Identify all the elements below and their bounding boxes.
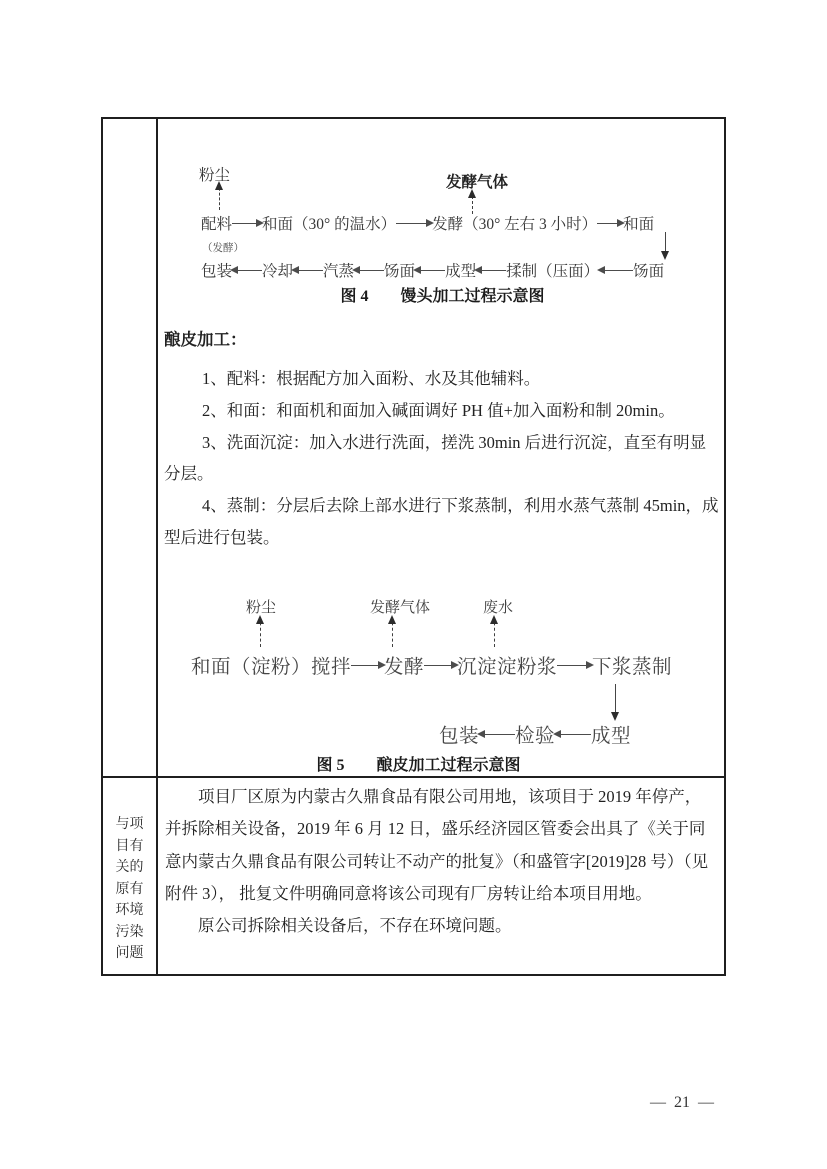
pollution-row-header <box>103 778 158 974</box>
arrow-left-icon <box>476 270 506 271</box>
flow-node: 成型 <box>445 263 477 280</box>
arrow-right-icon <box>396 223 432 224</box>
page-number: — 21 — <box>650 1094 714 1111</box>
arrow-left-icon <box>479 734 515 735</box>
down-arrow-icon <box>615 684 616 719</box>
niangpi-section <box>158 327 724 558</box>
flow-node: 配料 <box>201 216 233 233</box>
flow-node: 成型 <box>591 726 632 747</box>
header-line: 原有 <box>115 881 144 897</box>
figure5-caption <box>158 752 703 775</box>
header-line: 污染 <box>115 924 144 940</box>
ferment-note: （发酵） <box>202 243 244 254</box>
flow-node: 饧面 <box>384 263 416 280</box>
gas-emission-label: 发酵气体 <box>370 600 431 616</box>
dashed-up-arrow-icon <box>494 617 495 647</box>
figure4-return-flow-row <box>201 259 664 281</box>
flow-node: 检验 <box>515 726 556 747</box>
dust-emission-label: 粉尘 <box>199 167 231 184</box>
figure4-caption <box>158 283 724 306</box>
niangpi-step-line: 型后进行包装。 <box>164 527 280 547</box>
dashed-up-arrow-icon <box>260 617 261 647</box>
gas-emission-label: 发酵气体 <box>446 174 509 191</box>
flow-node: 冷却 <box>262 263 294 280</box>
figure5-return-flow-row <box>439 720 631 748</box>
arrow-left-icon <box>232 270 262 271</box>
arrow-left-icon <box>354 270 384 271</box>
dashed-up-arrow-icon <box>219 183 220 210</box>
flow-node: 汽蒸 <box>323 263 355 280</box>
header-line: 目有 <box>115 838 144 854</box>
header-line: 问题 <box>115 946 144 961</box>
paragraph-line: 附件 3）， 批复文件明确同意将该公司现有厂房转让给本项目用地。 <box>165 883 652 903</box>
figure4-main-flow-row <box>201 212 654 234</box>
flow-node: 下浆蒸制 <box>592 657 673 678</box>
niangpi-heading: 酿皮加工： <box>164 330 247 349</box>
wastewater-emission-label: 废水 <box>483 600 514 616</box>
arrow-right-icon <box>351 665 384 666</box>
figure-caption-title: 馒头加工过程示意图 <box>400 288 545 305</box>
figure5-diagram <box>158 596 724 778</box>
arrow-right-icon <box>232 223 262 224</box>
down-arrow-icon <box>665 232 666 258</box>
paragraph-line: 意内蒙古久鼎食品有限公司转让不动产的批复》（和盛管字[2019]28 号）（见 <box>165 851 709 871</box>
figure-caption-label: 图 5 <box>316 757 345 774</box>
header-line: 关的 <box>115 860 144 875</box>
flow-node: 饧面 <box>633 263 665 280</box>
flow-node: 发酵 <box>384 657 425 678</box>
header-line: 环境 <box>115 903 144 918</box>
arrow-left-icon <box>293 270 323 271</box>
niangpi-step-line: 分层。 <box>164 464 214 484</box>
figure-caption-title: 酿皮加工过程示意图 <box>376 757 521 774</box>
header-line: 与项 <box>115 817 144 832</box>
niangpi-step-line: 3、洗面沉淀：加入水进行洗面，搓洗 30min 后进行沉淀，直至有明显 <box>202 432 707 452</box>
arrow-left-icon <box>599 270 633 271</box>
figure5-main-flow-row <box>191 651 672 679</box>
flow-node: 揉制（压面） <box>506 263 600 280</box>
dust-emission-label: 粉尘 <box>246 600 277 616</box>
arrow-left-icon <box>555 734 591 735</box>
flow-node: 和面（30° 的温水） <box>262 216 397 233</box>
figure-caption-label: 图 4 <box>340 288 369 305</box>
flow-node: 发酵（30° 左右 3 小时） <box>432 216 598 233</box>
figure4-diagram <box>158 119 724 314</box>
dashed-up-arrow-icon <box>472 191 473 214</box>
arrow-right-icon <box>424 665 457 666</box>
flow-node: 和面 <box>623 216 655 233</box>
process-description-cell <box>158 119 724 778</box>
flow-node: 沉淀淀粉浆 <box>457 657 558 678</box>
arrow-right-icon <box>557 665 592 666</box>
flow-node: 和面（淀粉）搅拌 <box>191 657 352 678</box>
niangpi-step-line: 1、配料：根据配方加入面粉、水及其他辅料。 <box>202 369 541 388</box>
flow-node: 包装 <box>201 263 233 280</box>
dashed-up-arrow-icon <box>392 617 393 647</box>
arrow-left-icon <box>415 270 445 271</box>
arrow-right-icon <box>597 223 623 224</box>
flow-node: 包装 <box>439 726 480 747</box>
empty-header-cell <box>103 119 158 778</box>
pollution-row-body <box>158 778 724 974</box>
paragraph-line: 原公司拆除相关设备后，不存在环境问题。 <box>198 916 512 936</box>
niangpi-step-line: 2、和面：和面机和面加入碱面调好 PH 值+加入面粉和制 20min。 <box>202 400 675 420</box>
paragraph-line: 项目厂区原为内蒙古久鼎食品有限公司用地，该项目于 2019 年停产， <box>198 787 702 806</box>
niangpi-step-line: 4、蒸制：分层后去除上部水进行下浆蒸制，利用水蒸气蒸制 45min，成 <box>202 496 719 516</box>
document-table <box>101 117 726 976</box>
paragraph-line: 并拆除相关设备，2019 年 6 月 12 日，盛乐经济园区管委会出具了《关于同 <box>165 819 706 839</box>
